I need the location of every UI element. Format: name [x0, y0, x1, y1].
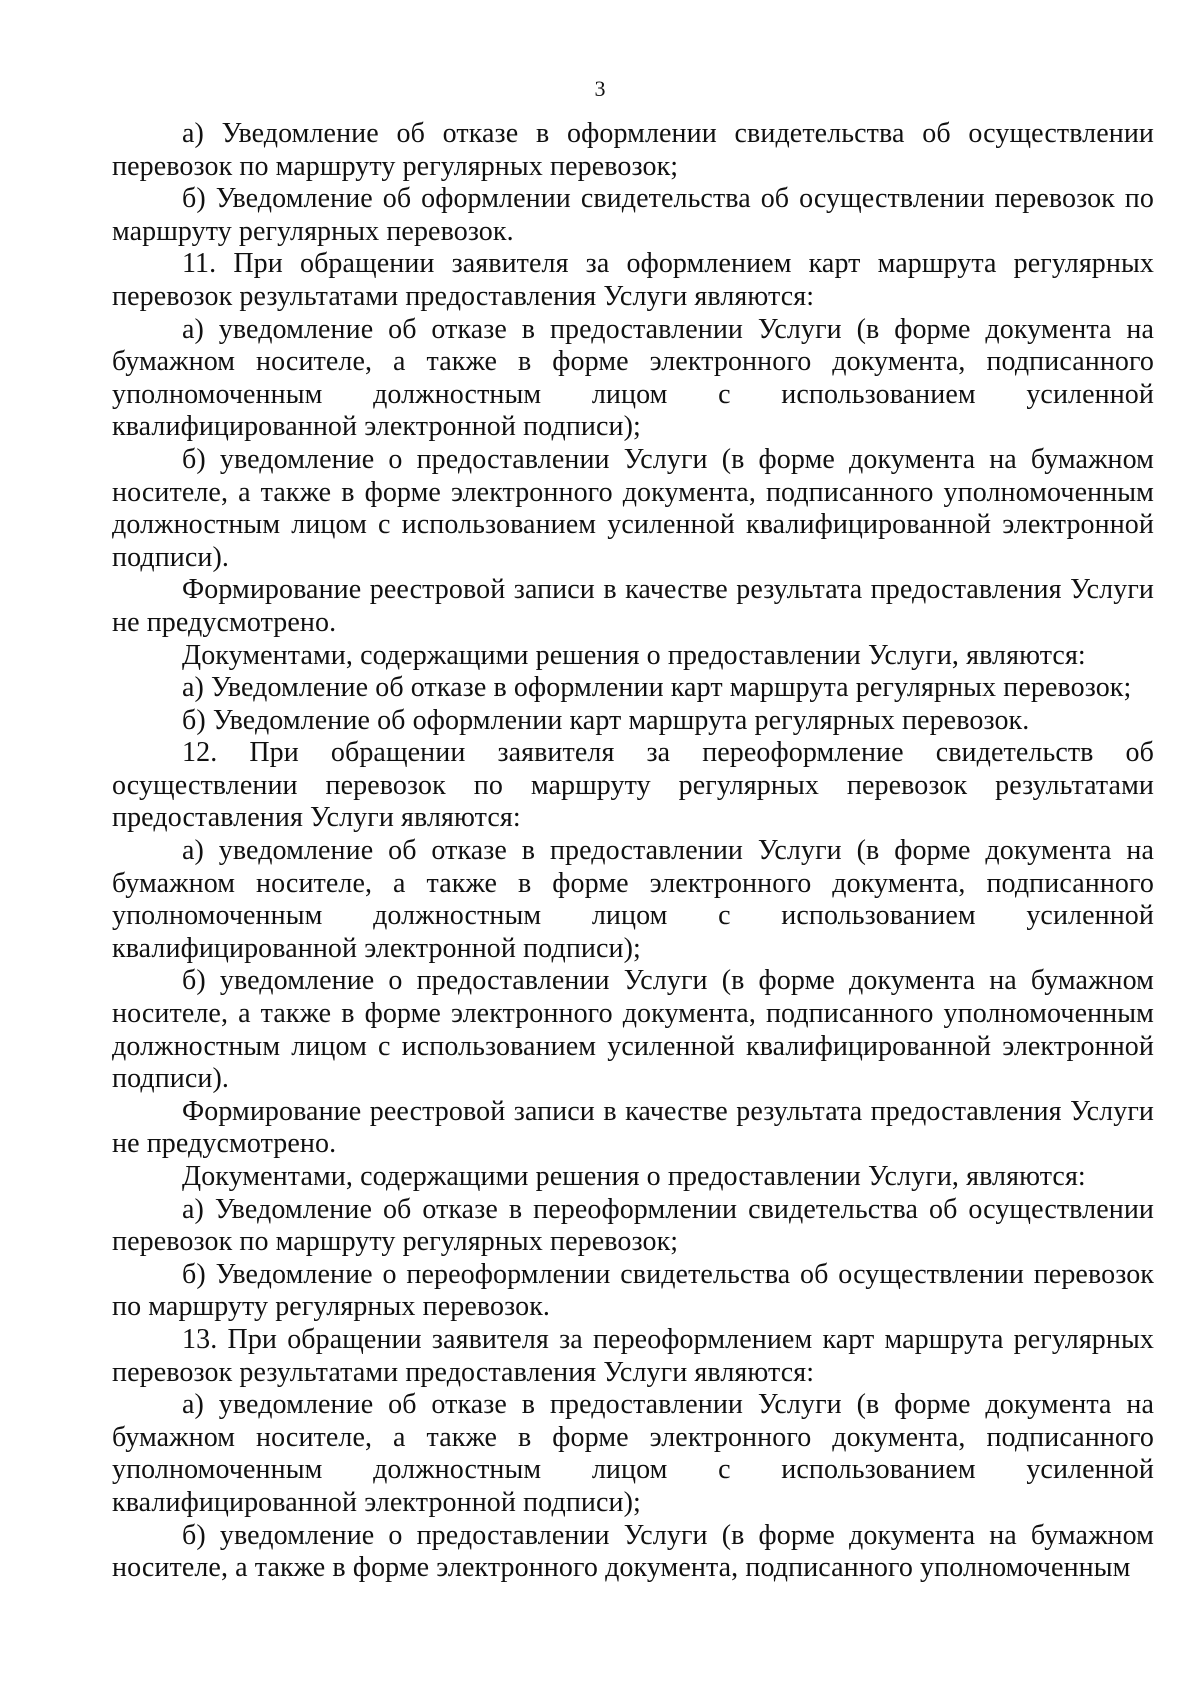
paragraph: Документами, содержащими решения о предоставлении Услуги, являются:	[182, 639, 1086, 671]
paragraph: б) Уведомление об оформлении карт маршрута регулярных перевозок.	[182, 704, 1030, 736]
paragraph: Документами, содержащими решения о предоставлении Услуги, являются:	[182, 1161, 1086, 1192]
paragraph: 12. При обращении заявителя за переоформление свидетельств об осуществлении перевозок по маршруту регулярных перевозок результатами предоставления Услуги являются:	[112, 737, 1154, 834]
paragraph: а) уведомление об отказе в предоставлении Услуги (в форме документа на бумажном носителе, а также в форме электронного документа, подписанного уполномоченным должностным лицом с использованием усиленной квалифицированной электронной подписи);	[112, 835, 1154, 964]
paragraph: а) Уведомление об отказе в оформлении свидетельства об осуществлении перевозок по маршруту регулярных перевозок;	[112, 118, 1154, 182]
paragraph: б) уведомление о предоставлении Услуги (в форме документа на бумажном носителе, а также в форме электронного документа, подписанного уполномоченным	[112, 1519, 1154, 1584]
paragraph: б) уведомление о предоставлении Услуги (в форме документа на бумажном носителе, а также в форме электронного документа, подписанного уполномоченным должностным лицом с использованием усиленной квалифицированной электронной подписи).	[112, 965, 1154, 1095]
paragraph: а) Уведомление об отказе в оформлении карт маршрута регулярных перевозок;	[182, 672, 1132, 704]
paragraph: Формирование реестровой записи в качестве результата предоставления Услуги не предусмотрено.	[112, 574, 1154, 638]
paragraph: 11. При обращении заявителя за оформлением карт маршрута регулярных перевозок результатами предоставления Услуги являются:	[112, 248, 1154, 312]
paragraph: б) уведомление о предоставлении Услуги (в форме документа на бумажном носителе, а также в форме электронного документа, подписанного уполномоченным должностным лицом с использованием усиленной квалифицированной электронной подписи).	[112, 443, 1154, 573]
paragraph: 13. При обращении заявителя за переоформлением карт маршрута регулярных перевозок результатами предоставления Услуги являются:	[112, 1323, 1154, 1388]
page-number: 3	[594, 76, 606, 101]
paragraph: а) Уведомление об отказе в переоформлении свидетельства об осуществлении перевозок по маршруту регулярных перевозок;	[112, 1193, 1154, 1258]
document-body	[112, 118, 1154, 1585]
paragraph: б) Уведомление об оформлении свидетельства об осуществлении перевозок по маршруту регулярных перевозок.	[112, 183, 1154, 247]
paragraph: Формирование реестровой записи в качестве результата предоставления Услуги не предусмотрено.	[112, 1095, 1154, 1160]
paragraph: б) Уведомление о переоформлении свидетельства об осуществлении перевозок по маршруту регулярных перевозок.	[112, 1258, 1154, 1323]
paragraph: а) уведомление об отказе в предоставлении Услуги (в форме документа на бумажном носителе, а также в форме электронного документа, подписанного уполномоченным должностным лицом с использованием усиленной квалифицированной электронной подписи);	[112, 1389, 1154, 1518]
paragraph: а) уведомление об отказе в предоставлении Услуги (в форме документа на бумажном носителе, а также в форме электронного документа, подписанного уполномоченным должностным лицом с использованием усиленной квалифицированной электронной подписи);	[112, 313, 1154, 443]
